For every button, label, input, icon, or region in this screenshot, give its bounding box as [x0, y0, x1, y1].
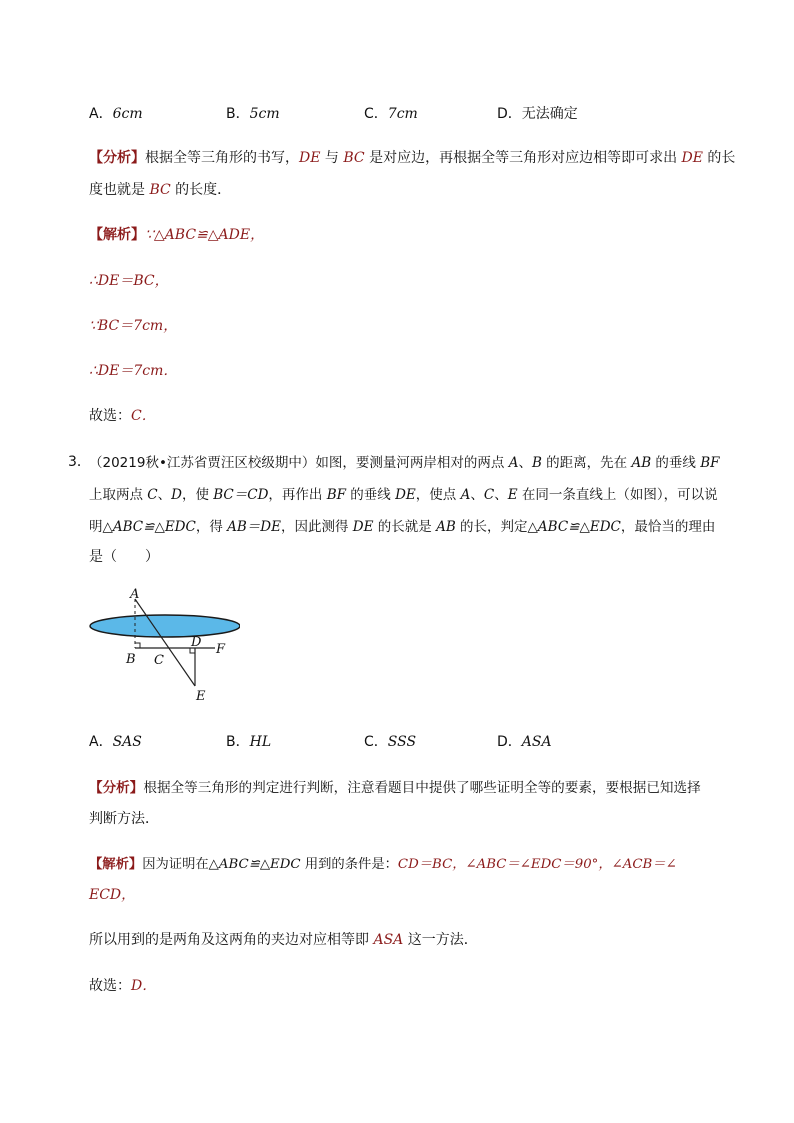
q3-stem-line2: 上取两点 C、D，使 BC＝CD，再作出 BF 的垂线 DE，使点 A、C、E 在同一条直线上（如图），可以说	[89, 487, 718, 503]
label-d: D	[191, 635, 202, 650]
right-angle-b	[135, 643, 140, 648]
q2-option-b: B．5cm	[226, 106, 280, 122]
q3-option-a: A．SAS	[89, 734, 142, 750]
label-a: A	[130, 587, 140, 602]
q2-solution-line1: 【解析】∵△ABC≌△ADE，	[89, 227, 265, 243]
q3-stem-line3: 明△ABC≌△EDC，得 AB＝DE，因此测得 DE 的长就是 AB 的长，判定△ABC≌△EDC，最恰当的理由	[89, 519, 716, 535]
q2-option-a: A．6cm	[89, 106, 143, 122]
q3-stem-line4: 是（ ）	[89, 549, 159, 565]
q3-analysis-line1: 【分析】根据全等三角形的判定进行判断，注意看题目中提供了哪些证明全等的要素，要根据已知选择	[89, 780, 701, 796]
label-e: E	[196, 689, 206, 704]
q3-stem-line1: （20219秋•江苏省贾汪区校级期中）如图，要测量河两岸相对的两点 A、B 的距离，先在 AB 的垂线 BF	[89, 455, 720, 471]
label-f: F	[216, 642, 226, 657]
q2-solution-line3: ∵BC＝7cm，	[89, 318, 178, 334]
q3-option-d: D．ASA	[497, 734, 552, 750]
q3-option-c: C．SSS	[364, 734, 417, 750]
q3-analysis-line2: 判断方法．	[89, 811, 159, 827]
q2-option-d: D．无法确定	[497, 106, 578, 122]
q3-solution-line3: 所以用到的是两角及这两角的夹边对应相等即 ASA 这一方法．	[89, 932, 478, 948]
river-ellipse	[90, 615, 240, 637]
segment-ae	[135, 599, 195, 686]
q3-option-b: B．HL	[226, 734, 272, 750]
q2-solution-line4: ∴DE＝7cm．	[89, 363, 178, 379]
label-b: B	[126, 652, 136, 667]
q2-analysis-line1: 【分析】根据全等三角形的书写，DE 与 BC 是对应边，再根据全等三角形对应边相等即可求出 DE 的长	[89, 150, 736, 166]
q3-solution-line2: ECD，	[89, 887, 136, 903]
q3-number: 3．	[68, 454, 91, 470]
q3-figure	[80, 585, 240, 710]
label-c: C	[154, 653, 164, 668]
q2-analysis-line2: 度也就是 BC 的长度．	[89, 182, 232, 198]
q3-answer: 故选：D．	[89, 978, 157, 994]
q2-answer: 故选：C．	[89, 408, 156, 424]
q3-solution-line1: 【解析】因为证明在△ABC≌△EDC 用到的条件是：CD＝BC，∠ABC＝∠EDC＝90°，∠ACB＝∠	[89, 857, 677, 872]
q2-option-c: C．7cm	[364, 106, 418, 122]
q2-solution-line2: ∴DE＝BC，	[89, 273, 169, 289]
